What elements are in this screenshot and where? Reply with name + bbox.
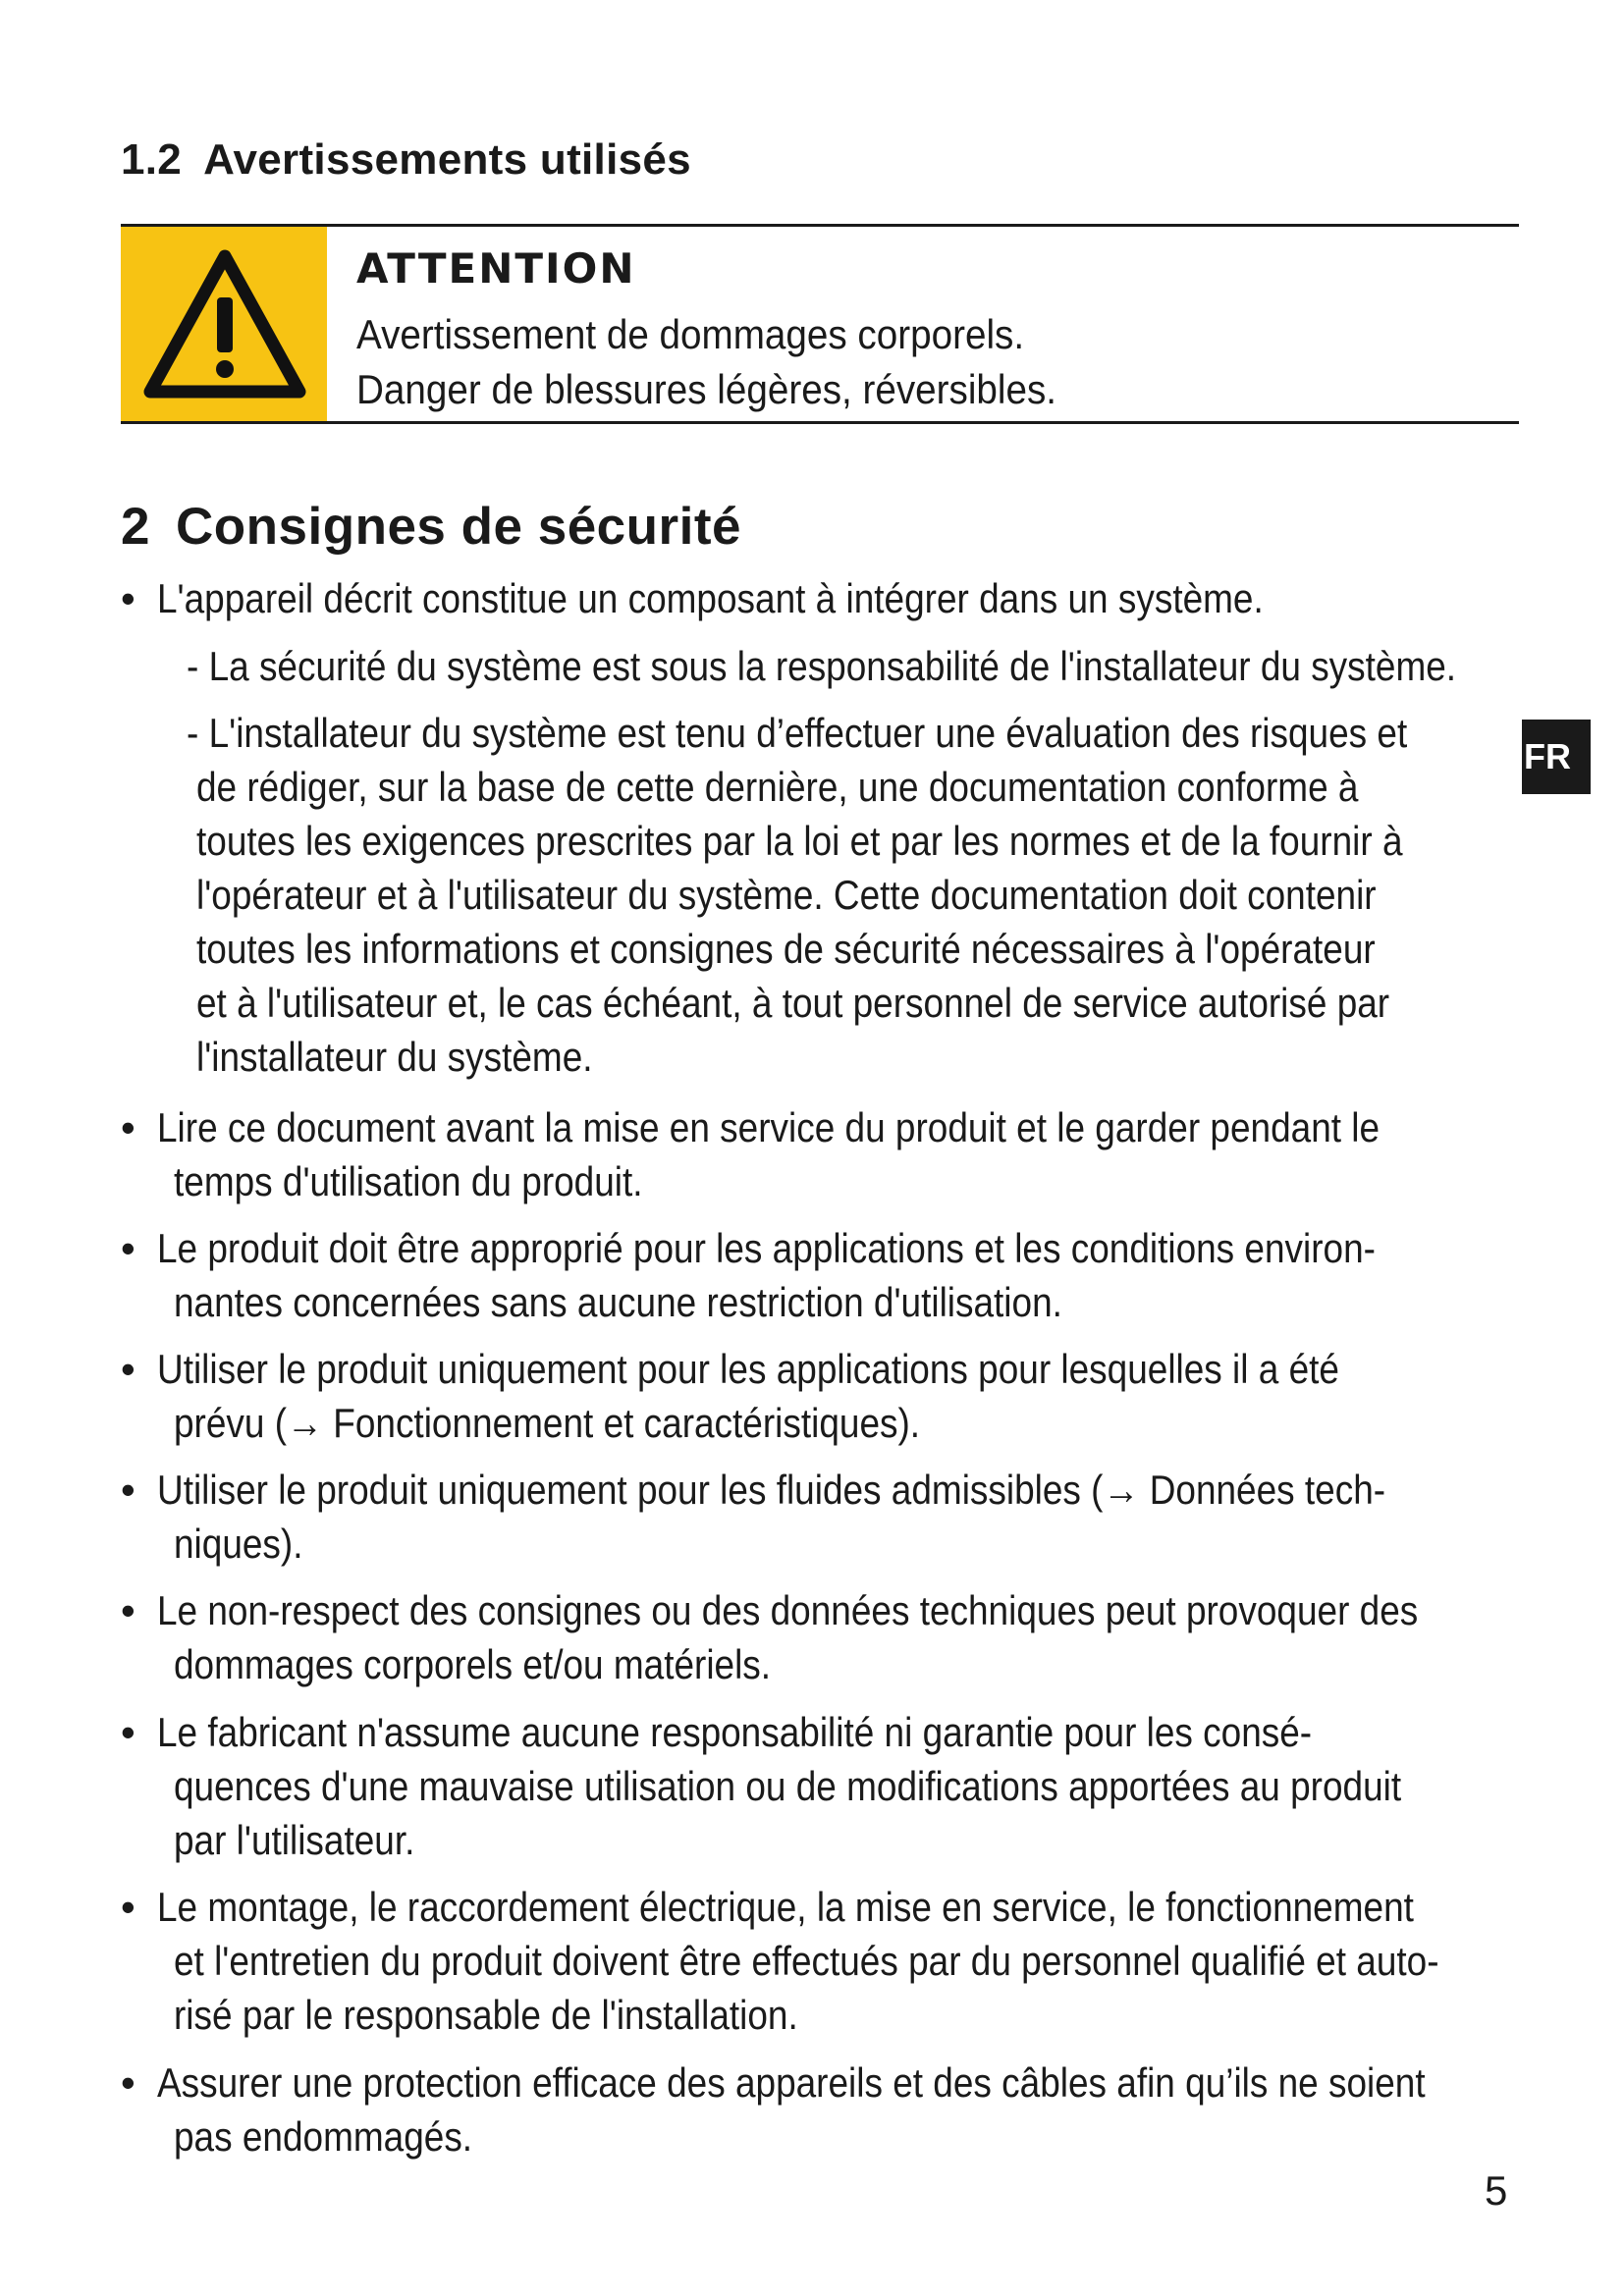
list-item-line: pas endommagés. — [174, 2113, 473, 2160]
list-item-line: Assurer une protection efficace des appareils et des câbles afin qu’ils ne soient — [157, 2059, 1426, 2106]
language-tab — [1522, 720, 1591, 794]
list-item-line: Le fabricant n'assume aucune responsabilité ni garantie pour les consé- — [157, 1709, 1313, 1755]
list-item-line: L'appareil décrit constitue un composant à intégrer dans un système. — [157, 575, 1264, 621]
list-item-line: Le non-respect des consignes ou des données techniques peut provoquer des — [157, 1587, 1419, 1633]
page-number: 5 — [1485, 2167, 1508, 2214]
sub-item-line: l'opérateur et à l'utilisateur du système. Cette documentation doit contenir — [196, 872, 1377, 918]
list-item-line: Lire ce document avant la mise en service du produit et le garder pendant le — [157, 1104, 1380, 1150]
bullet-icon: • — [121, 1587, 135, 1633]
bullet-icon: • — [121, 1104, 135, 1150]
sub-item-line: toutes les exigences prescrites par la loi et par les normes et de la fournir à — [196, 818, 1403, 864]
list-item-line: temps d'utilisation du produit. — [174, 1158, 643, 1204]
list-item-line: quences d'une mauvaise utilisation ou de modifications apportées au produit — [174, 1763, 1402, 1809]
sub-item-line: - La sécurité du système est sous la responsabilité de l'installateur du système. — [187, 643, 1457, 689]
bullet-icon: • — [121, 2059, 135, 2106]
bullet-icon: • — [121, 575, 135, 621]
list-item-line: par l'utilisateur. — [174, 1817, 415, 1863]
sub-item-line: - L'installateur du système est tenu d’effectuer une évaluation des risques et — [187, 710, 1408, 756]
bullet-icon: • — [121, 1709, 135, 1755]
warning-line-2: Danger de blessures légères, réversibles. — [356, 366, 1057, 412]
sub-item-line: et à l'utilisateur et, le cas échéant, à tout personnel de service autorisé par — [196, 980, 1390, 1026]
section-heading-2 — [121, 497, 741, 557]
section-title: Avertissements utilisés — [203, 135, 691, 184]
section-number: 2 — [121, 498, 150, 556]
list-item-line: et l'entretien du produit doivent être effectués par du personnel qualifié et auto- — [174, 1938, 1439, 1984]
list-item-line: prévu (→ Fonctionnement et caractéristiques). — [174, 1400, 921, 1446]
list-item-line: Utiliser le produit uniquement pour les fluides admissibles (→ Données tech- — [157, 1467, 1386, 1513]
section-title: Consignes de sécurité — [175, 498, 741, 556]
warning-icon-cell — [121, 227, 327, 421]
sub-item-line: l'installateur du système. — [196, 1034, 593, 1080]
section-number: 1.2 — [121, 135, 183, 184]
list-item-line: risé par le responsable de l'installation. — [174, 1992, 798, 2038]
list-item-line: nantes concernées sans aucune restriction d'utilisation. — [174, 1279, 1062, 1325]
list-item-line: Utiliser le produit uniquement pour les applications pour lesquelles il a été — [157, 1346, 1339, 1392]
warning-box — [121, 224, 1519, 424]
bullet-icon: • — [121, 1225, 135, 1271]
bullet-icon: • — [121, 1346, 135, 1392]
sub-item-line: de rédiger, sur la base de cette dernière, une documentation conforme à — [196, 764, 1359, 810]
language-tab-label: FR — [1524, 736, 1571, 776]
bullet-icon: • — [121, 1467, 135, 1513]
sub-item-line: toutes les informations et consignes de sécurité nécessaires à l'opérateur — [196, 926, 1376, 972]
list-item-line: Le produit doit être approprié pour les applications et les conditions environ- — [157, 1225, 1376, 1271]
warning-title: ATTENTION — [356, 244, 636, 293]
warning-triangle-icon — [142, 246, 307, 401]
bullet-icon: • — [121, 1884, 135, 1930]
list-item-line: dommages corporels et/ou matériels. — [174, 1641, 772, 1687]
list-item-line: niques). — [174, 1521, 303, 1567]
section-heading-1-2 — [121, 135, 691, 185]
warning-line-1: Avertissement de dommages corporels. — [356, 311, 1025, 357]
list-item-line: Le montage, le raccordement électrique, la mise en service, le fonctionnement — [157, 1884, 1414, 1930]
